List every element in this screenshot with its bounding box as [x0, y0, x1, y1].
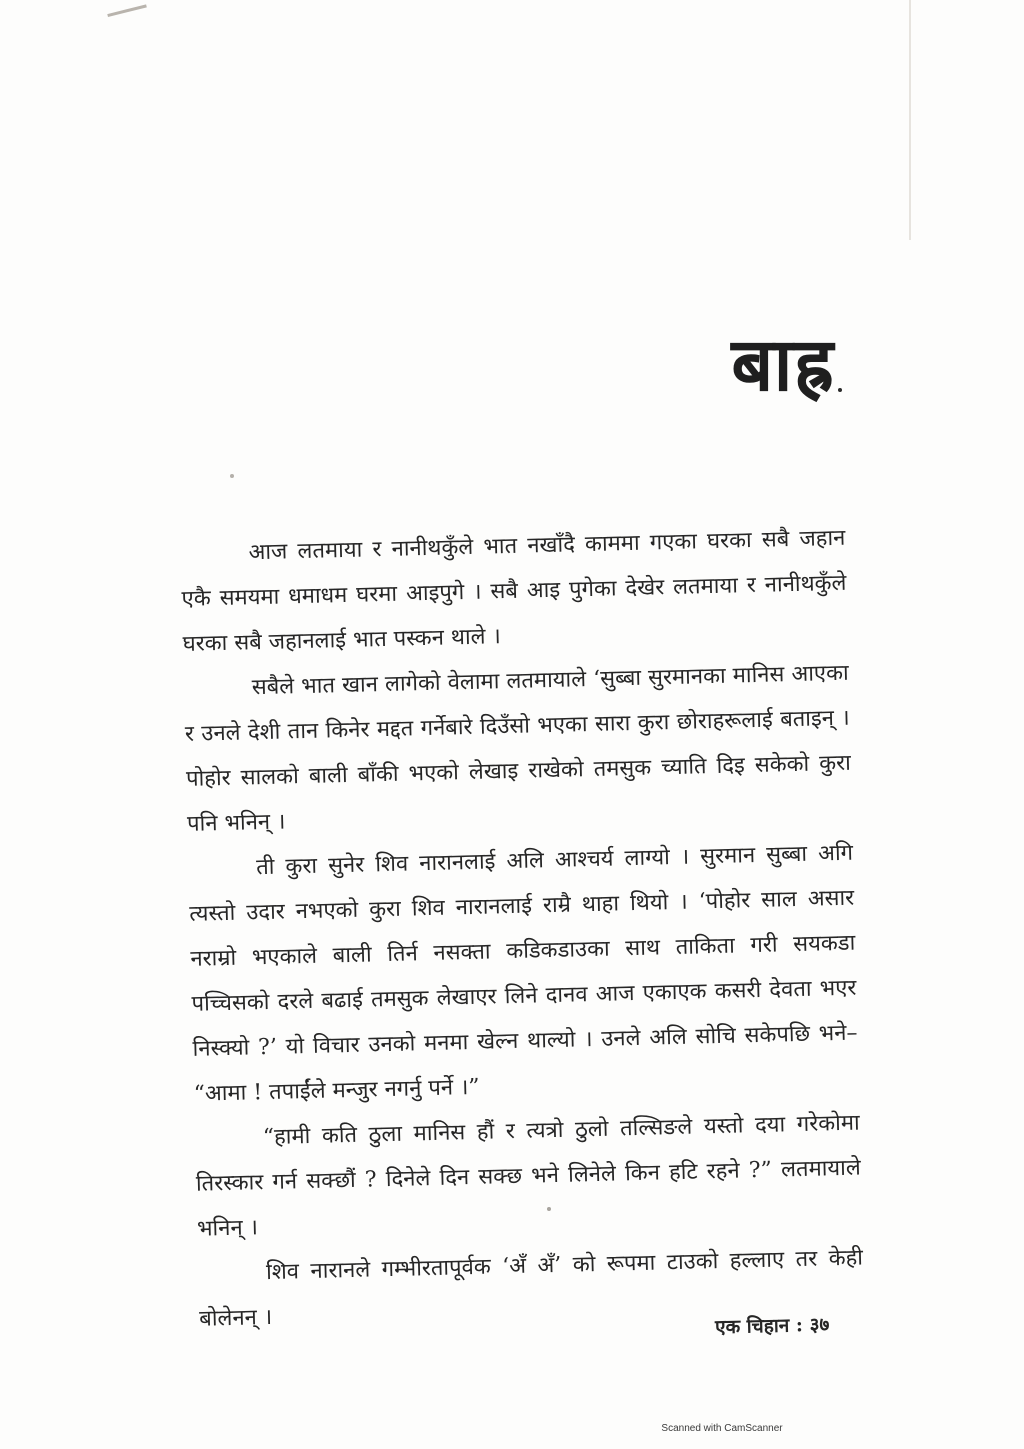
paragraph: शिव नारानले गम्भीरतापूर्वक ‘अँ अँ’ को रूपमा टाउको हल्लाए तर केही बोलेनन् ।	[198, 1245, 864, 1332]
page-edge-shadow	[909, 0, 911, 240]
page-number: ३७	[808, 1313, 830, 1337]
paragraph: आज लतमाया र नानीथकुँले भात नखाँदै काममा गएका घरका सबै जहान एकै समयमा धमाधम घरमा आइपुगे । सबै आइ पुगेका देखेर लतमाया र नानीथकुँले घरका सबै जहानलाई भात पस्कन थाले ।	[181, 525, 847, 657]
stray-ink-dot	[230, 474, 234, 478]
page-footer	[714, 1311, 829, 1340]
scanner-watermark: Scanned with CamScanner	[661, 1423, 783, 1434]
chapter-body	[180, 516, 865, 1342]
footer-book-title: एक चिहान	[714, 1314, 790, 1339]
paragraph: सबैले भात खान लागेको वेलामा लतमायाले ‘सुब्बा सुरमानका मानिस आएका र उनले देशी तान किनेर मद्दत गर्नेबारे दिउँसो भएका सारा कुरा छोराहरूलाई बताइन् । पोहोर सालको बाली बाँकी भएको लेखाइ राखेको तमसुक च्याति दिइ सकेको कुरा पनि भनिन् ।	[184, 660, 852, 837]
scan-corner-mark	[104, 0, 147, 17]
chapter-title: बाह्र	[731, 322, 834, 408]
paragraph: ती कुरा सुनेर शिव नारानलाई अलि आश्चर्य लाग्यो । सुरमान सुब्बा अगि त्यस्तो उदार नभएको कुरा शिव नारानलाई राम्रै थाहा थियो । ‘पोहोर साल असार नराम्रो भएकाले बाली तिर्न नसक्ता कडिकडाउका साथ ताकिता गरी सयकडा पच्चिसको दरले बढाई तमसुक लेखाएर लिने दानव आज एकाएक कसरी देवता भएर निस्क्यो ?’ यो विचार उनको मनमा खेल्न थाल्यो । उनले अलि सोचि सकेपछि भने– “आमा ! तपाईंले मन्जुर नगर्नु पर्ने ।”	[189, 840, 858, 1107]
paragraph: “हामी कति ठुला मानिस हौं र त्यत्रो ठुलो तल्सिङले यस्तो दया गरेकोमा तिरस्कार गर्न सक्छौं ? दिनेले दिन सक्छ भने लिनेले किन हटि रहने ?” लतमायाले भनिन् ।	[195, 1110, 862, 1242]
footer-separator: :	[795, 1314, 803, 1337]
